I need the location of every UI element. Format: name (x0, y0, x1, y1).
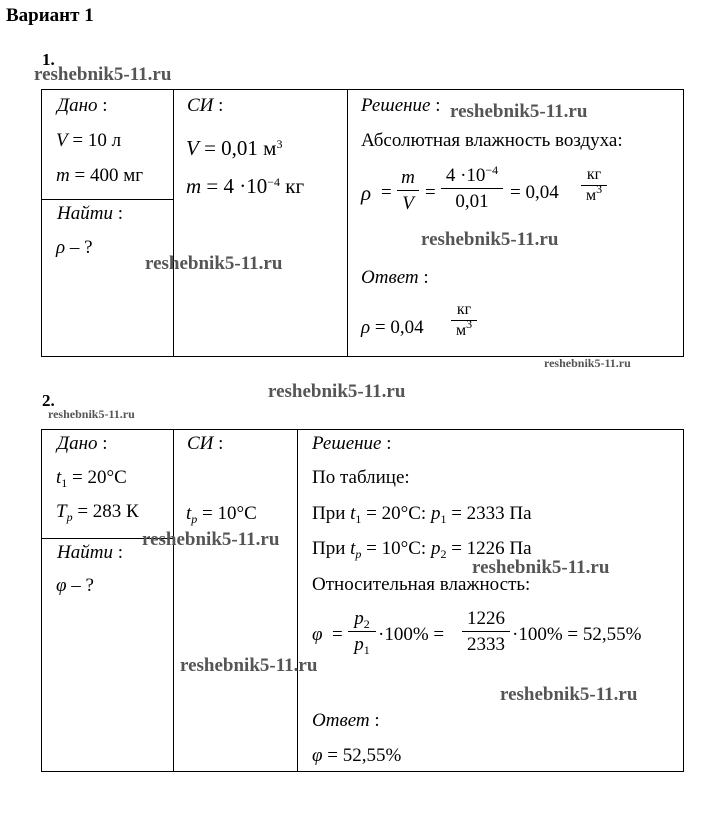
formula-fraction: 1226 2333 (462, 609, 510, 654)
watermark: reshebnik5-11.ru (500, 684, 638, 705)
si-label: СИ : (187, 433, 224, 454)
solution-row: При $t_1 = 20^\circ C$: $p_1 = 2333$ Па (312, 503, 532, 526)
find-label: Найти : (57, 542, 123, 563)
formula-result: ·100% = 52,55% (512, 624, 642, 645)
solution-text: Абсолютная влажность воздуха: (361, 130, 623, 151)
formula-eq: = (425, 182, 436, 203)
watermark: reshebnik5-11.ru (34, 64, 172, 85)
si-volume: V = 0,01 $м^3$ (186, 136, 283, 160)
watermark: reshebnik5-11.ru (48, 407, 135, 421)
given-temperature: $t_1 = 20^\circ C$ (56, 467, 127, 490)
formula-result: = 0,04 (510, 182, 559, 203)
formula-phi: φ (312, 624, 323, 645)
si-label: СИ : (187, 95, 224, 116)
given-label: Дано : (57, 95, 108, 116)
solution-text: По таблице: (312, 467, 410, 488)
problem-2-number: 2. (42, 391, 55, 410)
formula-eq: = (332, 624, 343, 645)
find-density: ρ – ? (56, 237, 93, 258)
answer-unit: кг $м^3$ (451, 302, 477, 339)
watermark: reshebnik5-11.ru (544, 356, 631, 370)
given-label: Дано : (57, 433, 108, 454)
answer-label: Ответ : (361, 267, 429, 288)
table-divider (173, 89, 174, 357)
solution-text: Относительная влажность: (312, 574, 531, 595)
given-dew-point: $T_p = 283$ К (56, 501, 139, 524)
formula-multiplier: ·100% = (378, 624, 445, 645)
table-divider (347, 89, 348, 357)
watermark: reshebnik5-11.ru (421, 229, 559, 250)
problem-1-number: 1. (42, 50, 55, 69)
formula-eq: = (381, 182, 392, 203)
table-divider (297, 429, 298, 772)
given-mass: m = 400 мг (56, 165, 144, 186)
watermark: reshebnik5-11.ru (450, 101, 588, 122)
solution-label: Решение : (312, 433, 392, 454)
solution-label: Решение : (361, 95, 441, 116)
si-dew-point: $t_p = 10^\circ C$ (186, 503, 257, 526)
find-label: Найти : (57, 203, 123, 224)
formula-fraction: m V (397, 168, 419, 213)
answer-label: Ответ : (312, 710, 380, 731)
formula-fraction: $4 \cdot 10^{-4}$ 0,01 (441, 166, 503, 211)
answer-value: φ = 52,55% (312, 745, 402, 766)
page-heading: Вариант 1 (6, 5, 94, 26)
solution-row: При $t_p = 10^\circ C$: $p_2 = 1226$ Па (312, 538, 532, 561)
watermark: reshebnik5-11.ru (145, 253, 283, 274)
formula-unit: кг $м^3$ (581, 167, 607, 204)
given-volume: V = 10 л (56, 130, 122, 151)
find-humidity: φ – ? (56, 575, 94, 596)
watermark: reshebnik5-11.ru (472, 557, 610, 578)
si-mass: $m = 4 \cdot 10^{-4}$ кг (186, 174, 305, 198)
answer-value: ρ = 0,04 (361, 317, 424, 338)
formula-rho: ρ (361, 181, 372, 205)
table-divider (41, 199, 173, 200)
watermark: reshebnik5-11.ru (180, 655, 318, 676)
table-divider (173, 429, 174, 772)
formula-fraction: $p_2$ $p_1$ (348, 609, 376, 654)
watermark: reshebnik5-11.ru (268, 381, 406, 402)
watermark: reshebnik5-11.ru (142, 529, 280, 550)
